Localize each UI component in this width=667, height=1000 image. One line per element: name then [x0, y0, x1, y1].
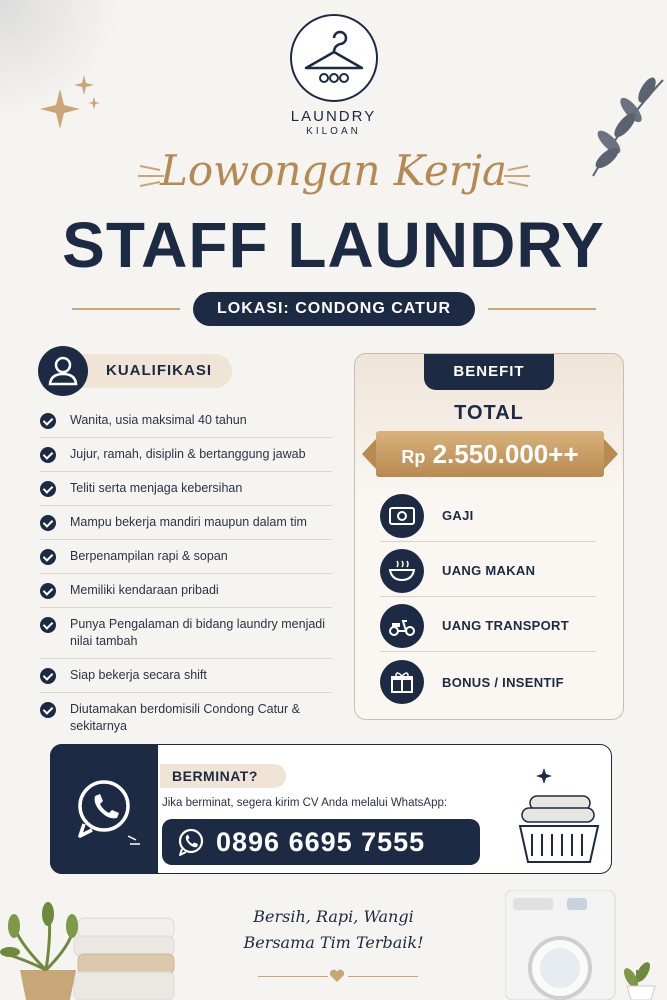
list-item: Wanita, usia maksimal 40 tahun [40, 404, 332, 438]
list-item: Berpenampilan rapi & sopan [40, 540, 332, 574]
list-item: Mampu bekerja mandiri maupun dalam tim [40, 506, 332, 540]
check-icon [40, 447, 56, 463]
job-headline: STAFF LAUNDRY [62, 209, 605, 281]
qualification-label: KUALIFIKASI [82, 354, 232, 388]
leaf-branch-icon [585, 70, 667, 180]
job-subtitle: Lowongan Kerja [159, 146, 508, 195]
check-icon [40, 413, 56, 429]
food-bowl-icon [380, 549, 424, 593]
benefit-total-label: TOTAL [454, 402, 524, 424]
user-icon [38, 346, 88, 396]
divider-line [72, 308, 180, 310]
check-icon [40, 583, 56, 599]
logo-title: LAUNDRY [290, 108, 377, 125]
logo-subtitle: KILOAN [306, 126, 361, 137]
list-item: Teliti serta menjaga kebersihan [40, 472, 332, 506]
heart-icon [329, 969, 345, 983]
currency-label: Rp [401, 447, 426, 467]
check-icon [40, 702, 56, 718]
check-icon [40, 549, 56, 565]
plant-towel-decor-icon [0, 900, 175, 1000]
list-item: Diutamakan berdomisili Condong Catur & sekitarnya [40, 693, 332, 743]
check-icon [40, 515, 56, 531]
location-badge: LOKASI: CONDONG CATUR [193, 292, 475, 326]
salary-amount: 2.550.000++ [432, 439, 579, 469]
divider-line [258, 976, 328, 977]
benefit-item-gaji: GAJI [380, 490, 596, 542]
benefit-item-uang-makan: UANG MAKAN [380, 545, 596, 597]
money-icon [380, 494, 424, 538]
phone-button[interactable] [162, 819, 480, 865]
gift-icon [380, 660, 424, 704]
whatsapp-icon[interactable] [50, 744, 158, 874]
laundry-basket-icon [514, 764, 604, 868]
list-item: Siap bekerja secara shift [40, 659, 332, 693]
sparkle-icon [40, 75, 104, 135]
list-item: Punya Pengalaman di bidang laundry menjadi nilai tambah [40, 608, 332, 659]
scooter-icon [380, 604, 424, 648]
benefit-item-uang-transport: UANG TRANSPORT [380, 600, 596, 652]
washing-machine-icon [505, 890, 667, 1000]
check-icon [40, 668, 56, 684]
hanger-icon [292, 16, 376, 100]
list-item: Memiliki kendaraan pribadi [40, 574, 332, 608]
logo [290, 14, 378, 102]
footer-tagline: Bersih, Rapi, Wangi Bersama Tim Terbaik! [243, 907, 424, 952]
salary-ribbon [376, 431, 604, 477]
phone-number: 0896 6695 7555 [216, 826, 426, 857]
whatsapp-icon [176, 827, 206, 857]
benefit-item-bonus: BONUS / INSENTIF [380, 656, 596, 708]
check-icon [40, 617, 56, 633]
benefit-label: BENEFIT [424, 354, 554, 390]
list-item: Jujur, ramah, disiplin & bertanggung jawab [40, 438, 332, 472]
divider-line [488, 308, 596, 310]
divider-line [348, 976, 418, 977]
qualification-list [40, 404, 332, 743]
check-icon [40, 481, 56, 497]
cta-text: Jika berminat, segera kirim CV Anda melalui WhatsApp: [162, 797, 448, 809]
cta-title: BERMINAT? [160, 764, 286, 788]
